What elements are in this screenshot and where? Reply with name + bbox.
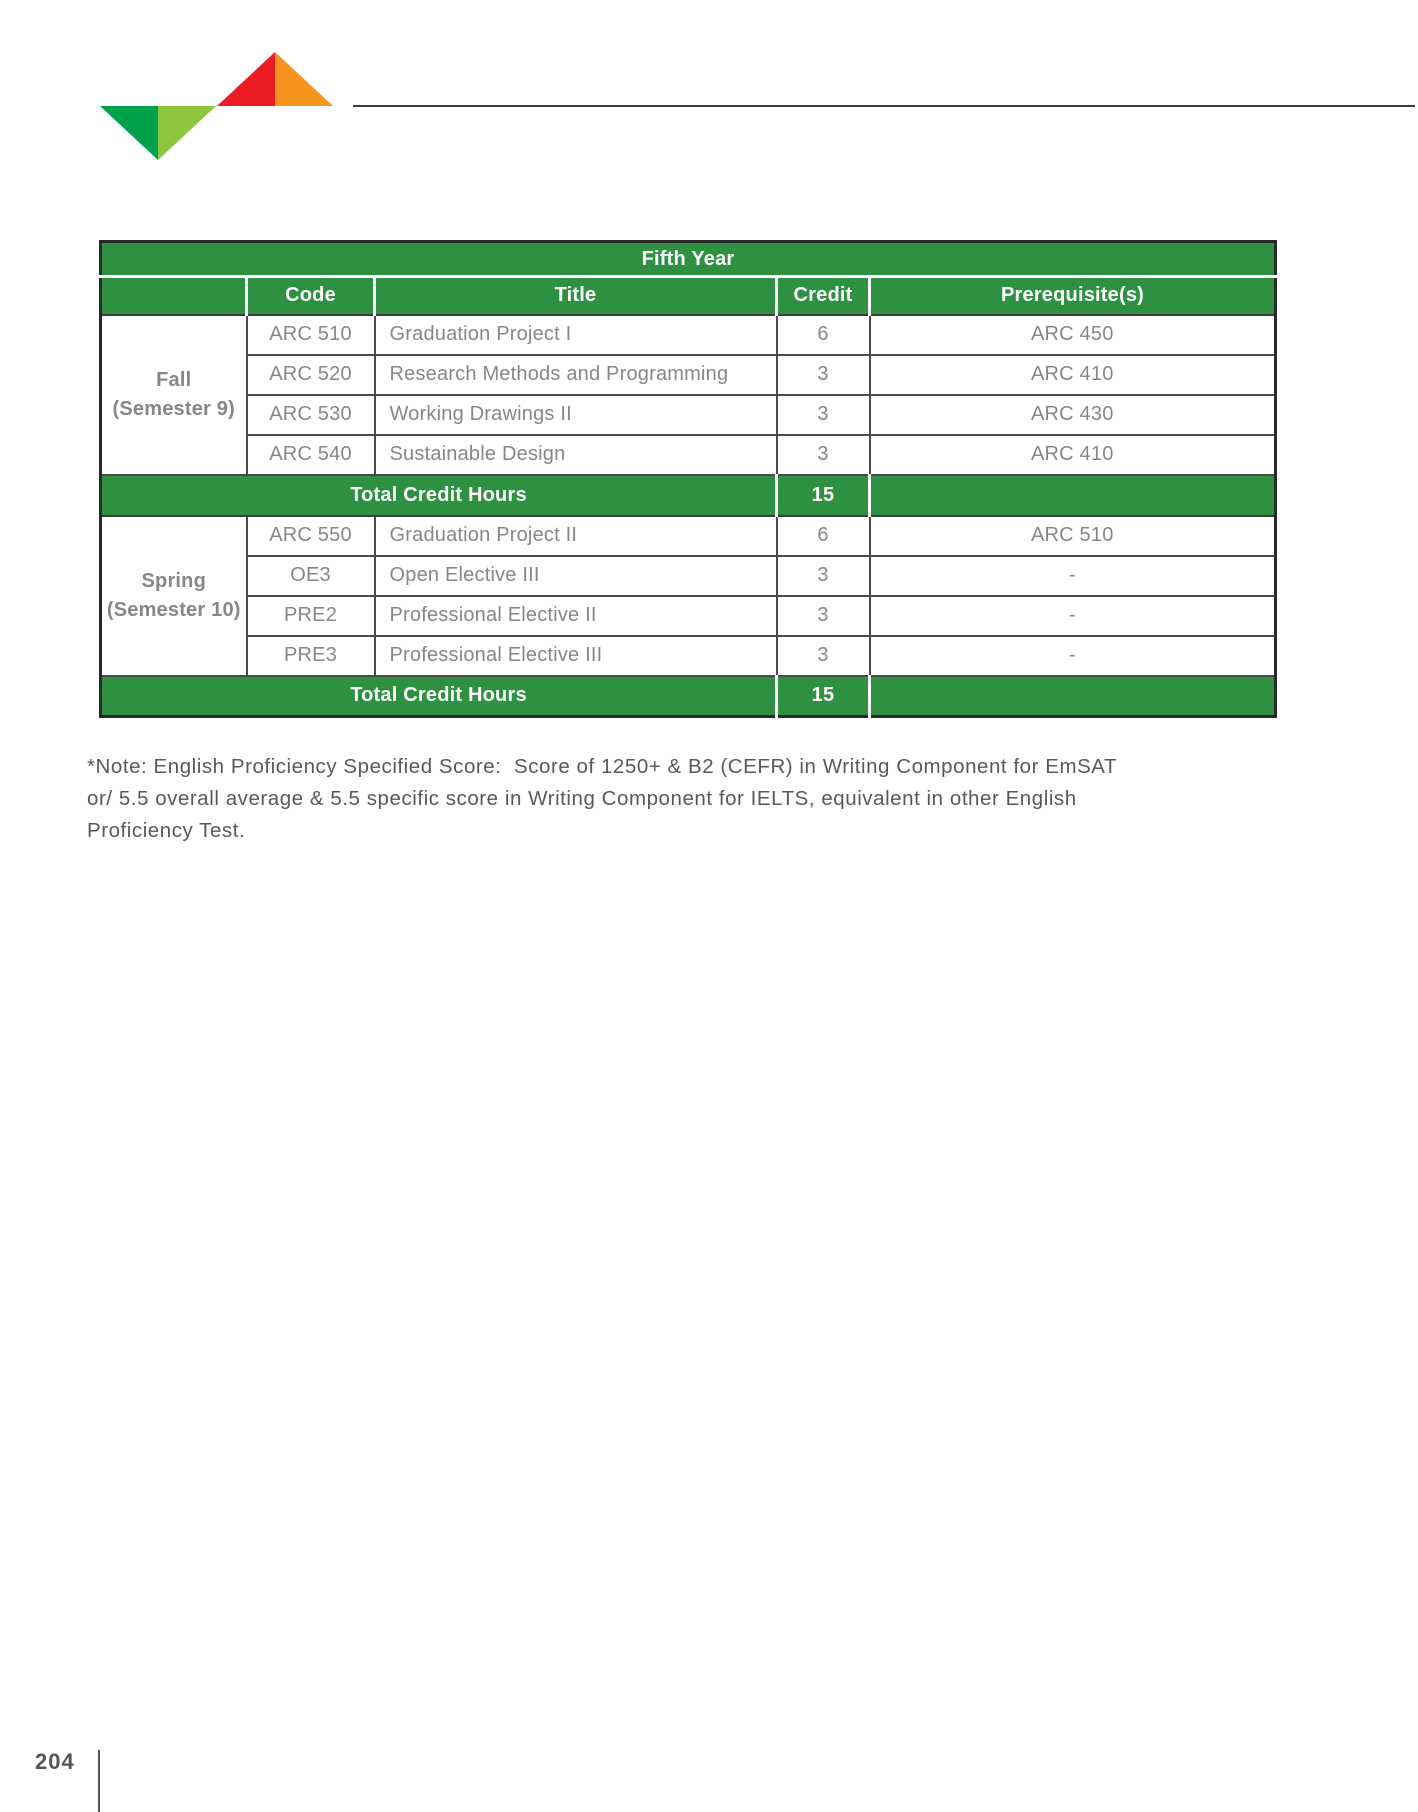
semester-label: Spring (141, 569, 207, 592)
cell-title: Professional Elective II (375, 596, 777, 636)
cell-credit: 3 (777, 636, 870, 676)
total-prerequisites-empty (870, 475, 1276, 516)
col-header-prerequisites: Prerequisite(s) (870, 277, 1276, 315)
cell-credit: 6 (777, 516, 870, 556)
cell-title: Open Elective III (375, 556, 777, 596)
logo-triangle-green-light (158, 106, 216, 160)
table-title-row (101, 242, 1276, 277)
semester-label: Fall (156, 368, 192, 391)
table-row (101, 516, 1276, 556)
university-logo-icon (100, 52, 333, 160)
cell-title: Research Methods and Programming (375, 355, 777, 395)
cell-prerequisites: - (870, 556, 1276, 596)
cell-code: ARC 550 (247, 516, 375, 556)
cell-title: Graduation Project II (375, 516, 777, 556)
cell-prerequisites: - (870, 596, 1276, 636)
table-header-row (101, 277, 1276, 315)
total-credit-value: 15 (777, 475, 870, 516)
header-divider-line (353, 105, 1415, 107)
cell-credit: 3 (777, 596, 870, 636)
table-row (101, 435, 1276, 475)
cell-code: ARC 520 (247, 355, 375, 395)
table-row (101, 556, 1276, 596)
cell-code: ARC 540 (247, 435, 375, 475)
english-proficiency-note (87, 751, 1307, 847)
cell-code: PRE2 (247, 596, 375, 636)
table-row (101, 395, 1276, 435)
col-header-title: Title (375, 277, 777, 315)
col-header-semester (101, 277, 247, 315)
cell-code: PRE3 (247, 636, 375, 676)
semester-sublabel: (Semester 9) (112, 397, 235, 420)
semester-cell-fall (101, 315, 247, 475)
col-header-code: Code (247, 277, 375, 315)
note-line: *Note: English Proficiency Specified Score: Score of 1250+ & B2 (CEFR) in Writing Component for EmSAT (87, 755, 1118, 778)
page-number: 204 (35, 1749, 75, 1774)
table-row (101, 315, 1276, 355)
cell-prerequisites: - (870, 636, 1276, 676)
logo-triangle-green-dark (100, 106, 158, 160)
cell-credit: 6 (777, 315, 870, 355)
cell-credit: 3 (777, 355, 870, 395)
logo-triangle-orange (275, 52, 333, 106)
semester-cell-spring (101, 516, 247, 676)
cell-title: Graduation Project I (375, 315, 777, 355)
cell-title: Professional Elective III (375, 636, 777, 676)
cell-credit: 3 (777, 556, 870, 596)
cell-prerequisites: ARC 430 (870, 395, 1276, 435)
cell-prerequisites: ARC 410 (870, 355, 1276, 395)
cell-credit: 3 (777, 435, 870, 475)
cell-title: Sustainable Design (375, 435, 777, 475)
cell-code: ARC 510 (247, 315, 375, 355)
note-line: Proficiency Test. (87, 819, 246, 842)
cell-code: ARC 530 (247, 395, 375, 435)
cell-prerequisites: ARC 410 (870, 435, 1276, 475)
footer-divider-line (98, 1750, 100, 1812)
table-title: Fifth Year (101, 242, 1276, 277)
cell-code: OE3 (247, 556, 375, 596)
cell-prerequisites: ARC 450 (870, 315, 1276, 355)
total-prerequisites-empty (870, 676, 1276, 717)
cell-prerequisites: ARC 510 (870, 516, 1276, 556)
semester-sublabel: (Semester 10) (106, 598, 241, 621)
table-row (101, 636, 1276, 676)
total-label: Total Credit Hours (101, 676, 777, 717)
total-credit-hours-row (101, 475, 1276, 516)
table-row (101, 596, 1276, 636)
fifth-year-curriculum-table (99, 240, 1277, 718)
total-credit-value: 15 (777, 676, 870, 717)
cell-title: Working Drawings II (375, 395, 777, 435)
total-label: Total Credit Hours (101, 475, 777, 516)
total-credit-hours-row (101, 676, 1276, 717)
table-row (101, 355, 1276, 395)
col-header-credit: Credit (777, 277, 870, 315)
logo-triangle-red (217, 52, 275, 106)
note-line: or/ 5.5 overall average & 5.5 specific score in Writing Component for IELTS, equivalent in other English (87, 787, 1077, 810)
cell-credit: 3 (777, 395, 870, 435)
